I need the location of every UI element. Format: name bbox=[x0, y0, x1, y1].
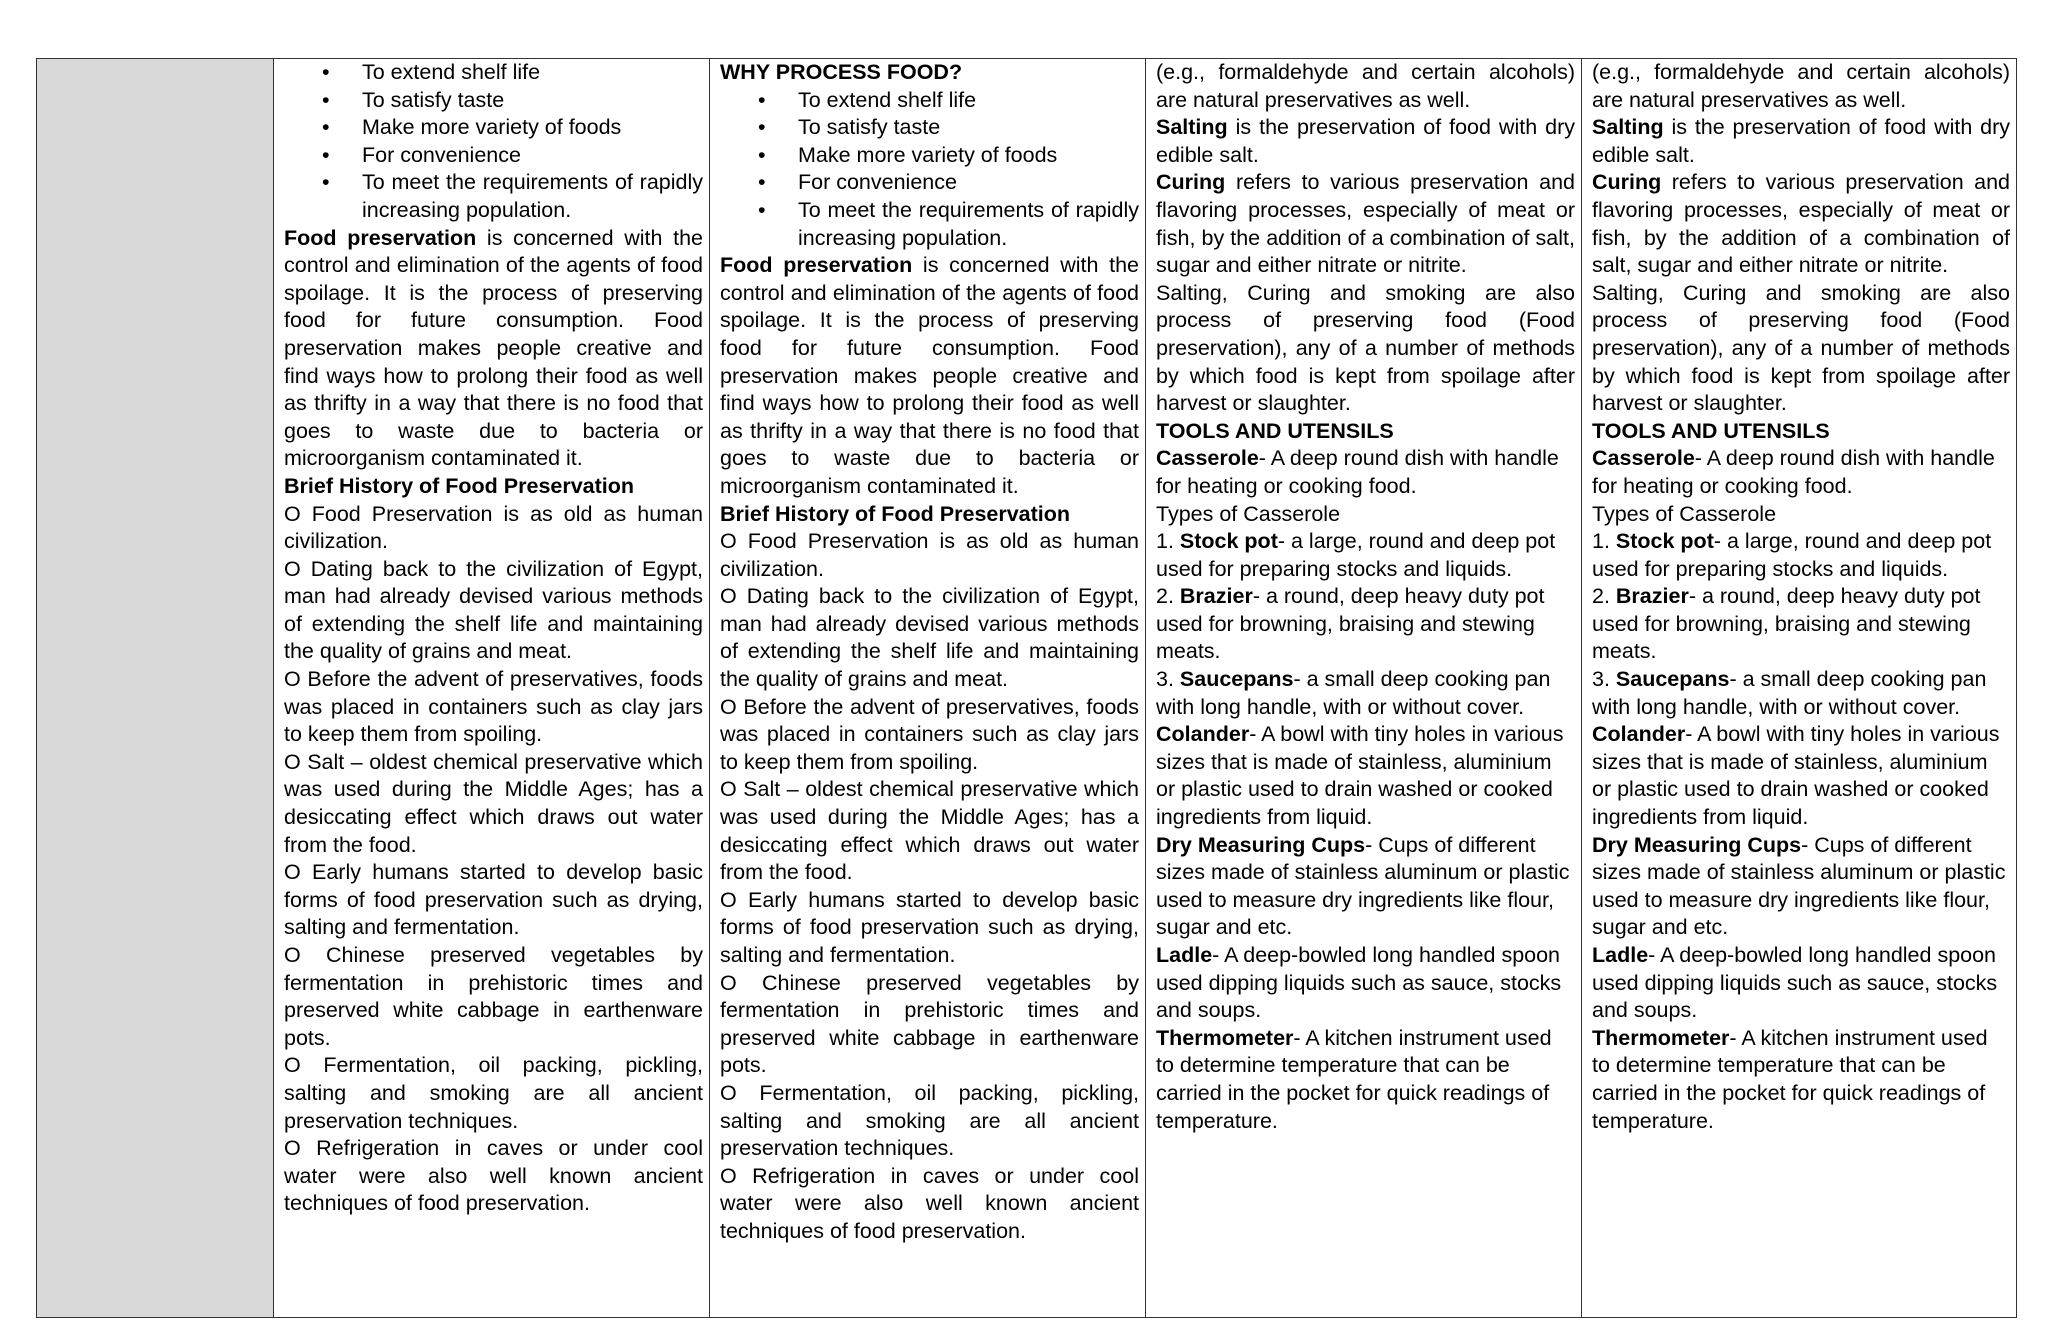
casserole-type bbox=[1156, 666, 1575, 721]
content-column-1 bbox=[274, 59, 710, 1318]
term: Saucepans bbox=[1179, 667, 1294, 692]
history-item: O Fermentation, oil packing, pickling, salting and smoking are all ancient preservation techniques. bbox=[720, 1080, 1139, 1161]
history-item: O Salt – oldest chemical preservative which was used during the Middle Ages; has a desiccating effect which draws out water from the food. bbox=[284, 749, 703, 857]
history-item: O Early humans started to develop basic forms of food preservation such as drying, salting and fermentation. bbox=[720, 887, 1139, 967]
history-item: O Chinese preserved vegetables by fermentation in prehistoric times and preserved white cabbage in earthenware pots. bbox=[720, 970, 1139, 1078]
definition: is concerned with the control and elimination of the agents of food spoilage. It is the process of preserving food for future consumption. Food preservation makes people creative and find ways how to prolong their food as well as thrifty in a way that there is no food that goes to waste due to bacteria or microorganism contaminated it. bbox=[284, 225, 703, 471]
definition: is the preservation of food with dry edible salt. bbox=[1156, 115, 1575, 167]
term: Dry Measuring Cups bbox=[1592, 832, 1802, 857]
history-item: O Salt – oldest chemical preservative which was used during the Middle Ages; has a desiccating effect which draws out water from the food. bbox=[720, 777, 1139, 885]
definition: - A bowl with tiny holes in various sizes that is made of stainless, aluminium or plastic used to drain washed or cooked ingredients from liquid. bbox=[1592, 722, 2000, 830]
section-heading: TOOLS AND UTENSILS bbox=[1592, 418, 1830, 443]
purpose-list bbox=[284, 59, 703, 225]
definition: - A deep-bowled long handled spoon used dipping liquids such as sauce, stocks and soups. bbox=[1592, 943, 1998, 1023]
history-item: O Dating back to the civilization of Egypt, man had already devised various methods of extending the shelf life and maintaining the quality of grains and meat. bbox=[284, 556, 703, 664]
definition: - A kitchen instrument used to determine temperature that can be carried in the pocket for quick readings of temperature. bbox=[1156, 1025, 1552, 1133]
list-item: • For convenience bbox=[720, 169, 1139, 197]
content-column-3 bbox=[1146, 59, 1582, 1318]
definition: refers to various preservation and flavoring processes, especially of meat or fish, by the addition of a combination of salt, sugar and either nitrate or nitrite. bbox=[1592, 170, 2010, 278]
ladle-paragraph bbox=[1156, 942, 1575, 1025]
term: Brazier bbox=[1179, 584, 1253, 609]
section-heading: Brief History of Food Preservation bbox=[284, 473, 635, 498]
content-column-4 bbox=[1582, 59, 2017, 1318]
term: Stock pot bbox=[1179, 529, 1278, 554]
definition: - a large, round and deep pot used for preparing stocks and liquids. bbox=[1592, 529, 1992, 581]
term: Food preservation bbox=[284, 225, 477, 250]
definition: - a round, deep heavy duty pot used for browning, braising and stewing meats. bbox=[1592, 584, 1981, 664]
term: Ladle bbox=[1156, 943, 1213, 967]
term: Food preservation bbox=[720, 253, 913, 278]
types-label: Types of Casserole bbox=[1156, 501, 1341, 526]
type-number: 3. bbox=[1592, 667, 1616, 692]
casserole-type bbox=[1156, 583, 1575, 666]
casserole-type bbox=[1592, 583, 2010, 666]
definition: is the preservation of food with dry edible salt. bbox=[1592, 115, 2010, 167]
term: Colander bbox=[1156, 722, 1250, 747]
type-number: 2. bbox=[1156, 584, 1180, 609]
casserole-paragraph bbox=[1156, 445, 1575, 500]
list-item: • To extend shelf life bbox=[720, 87, 1139, 115]
definition: - A kitchen instrument used to determine temperature that can be carried in the pocket for quick readings of temperature. bbox=[1592, 1025, 1988, 1133]
casserole-type bbox=[1592, 666, 2010, 721]
history-item: O Food Preservation is as old as human civilization. bbox=[720, 529, 1139, 581]
term: Curing bbox=[1592, 170, 1662, 195]
history-item: O Refrigeration in caves or under cool water were also well known ancient techniques of food preservation. bbox=[720, 1163, 1139, 1243]
type-number: 3. bbox=[1156, 667, 1180, 692]
definition: refers to various preservation and flavoring processes, especially of meat or fish, by the addition of a combination of salt, sugar and either nitrate or nitrite. bbox=[1156, 170, 1575, 278]
casserole-paragraph bbox=[1592, 445, 2010, 500]
definition: - A deep round dish with handle for heating or cooking food. bbox=[1592, 446, 1995, 498]
history-item: O Refrigeration in caves or under cool water were also well known ancient techniques of food preservation. bbox=[284, 1136, 703, 1216]
term: Thermometer bbox=[1156, 1025, 1294, 1050]
intro-text: (e.g., formaldehyde and certain alcohols) are natural preservatives as well. bbox=[1592, 60, 2010, 112]
term: Casserole bbox=[1156, 446, 1259, 471]
term: Brazier bbox=[1615, 584, 1689, 609]
smoking-paragraph: Salting, Curing and smoking are also process of preserving food (Food preservation), any of a number of methods by which food is kept from spoilage after harvest or slaughter. bbox=[1592, 280, 2010, 416]
history-item: O Food Preservation is as old as human civilization. bbox=[284, 501, 703, 554]
food-preservation-paragraph bbox=[720, 252, 1139, 500]
section-title: WHY PROCESS FOOD? bbox=[720, 60, 963, 84]
history-item: O Chinese preserved vegetables by fermentation in prehistoric times and preserved white cabbage in earthenware pots. bbox=[284, 943, 703, 1050]
shaded-label-cell bbox=[37, 59, 274, 1318]
definition: - A bowl with tiny holes in various sizes that is made of stainless, aluminium or plastic used to drain washed or cooked ingredients from liquid. bbox=[1156, 722, 1564, 830]
thermometer-paragraph bbox=[1592, 1025, 2010, 1135]
colander-paragraph bbox=[1592, 721, 2010, 831]
smoking-paragraph: Salting, Curing and smoking are also process of preserving food (Food preservation), any of a number of methods by which food is kept from spoilage after harvest or slaughter. bbox=[1156, 280, 1575, 416]
section-heading: TOOLS AND UTENSILS bbox=[1156, 418, 1394, 443]
term: Salting bbox=[1592, 115, 1664, 140]
curing-paragraph bbox=[1592, 169, 2010, 279]
content-column-2 bbox=[710, 59, 1146, 1318]
history-item: O Before the advent of preservatives, foods was placed in containers such as clay jars to keep them from spoiling. bbox=[284, 667, 703, 747]
term: Dry Measuring Cups bbox=[1156, 832, 1366, 857]
history-item: O Fermentation, oil packing, pickling, salting and smoking are all ancient preservation techniques. bbox=[284, 1053, 703, 1133]
term: Saucepans bbox=[1615, 667, 1730, 692]
history-item: O Early humans started to develop basic forms of food preservation such as drying, salting and fermentation. bbox=[284, 860, 703, 940]
list-item: • To satisfy taste bbox=[720, 114, 1139, 142]
definition: - a large, round and deep pot used for preparing stocks and liquids. bbox=[1156, 529, 1556, 581]
type-number: 1. bbox=[1156, 529, 1180, 554]
measuring-cups-paragraph bbox=[1592, 832, 2010, 942]
definition: - Cups of different sizes made of stainless aluminum or plastic used to measure dry ingredients like flour, sugar and etc. bbox=[1156, 832, 1570, 940]
food-preservation-paragraph bbox=[284, 225, 703, 473]
term: Thermometer bbox=[1592, 1025, 1730, 1050]
term: Ladle bbox=[1592, 943, 1649, 967]
purpose-list bbox=[720, 87, 1139, 253]
types-label: Types of Casserole bbox=[1592, 501, 1777, 526]
definition: - A deep round dish with handle for heating or cooking food. bbox=[1156, 446, 1559, 498]
definition: - a small deep cooking pan with long handle, with or without cover. bbox=[1156, 667, 1551, 719]
definition: - A deep-bowled long handled spoon used dipping liquids such as sauce, stocks and soups. bbox=[1156, 943, 1562, 1023]
salting-paragraph bbox=[1156, 114, 1575, 169]
definition: - a small deep cooking pan with long handle, with or without cover. bbox=[1592, 667, 1987, 719]
colander-paragraph bbox=[1156, 721, 1575, 831]
definition: - Cups of different sizes made of stainless aluminum or plastic used to measure dry ingredients like flour, sugar and etc. bbox=[1592, 832, 2006, 940]
ladle-paragraph bbox=[1592, 942, 2010, 1025]
list-item: • To meet the requirements of rapidly increasing population. bbox=[284, 169, 703, 224]
list-item: • Make more variety of foods bbox=[284, 114, 703, 142]
list-item: • For convenience bbox=[284, 142, 703, 170]
measuring-cups-paragraph bbox=[1156, 832, 1575, 942]
lesson-table bbox=[36, 58, 2017, 1318]
definition: - a round, deep heavy duty pot used for browning, braising and stewing meats. bbox=[1156, 584, 1545, 664]
thermometer-paragraph bbox=[1156, 1025, 1575, 1135]
section-heading: Brief History of Food Preservation bbox=[720, 501, 1071, 526]
term: Stock pot bbox=[1615, 529, 1714, 554]
history-item: O Before the advent of preservatives, foods was placed in containers such as clay jars to keep them from spoiling. bbox=[720, 694, 1139, 774]
list-item: • To meet the requirements of rapidly increasing population. bbox=[720, 197, 1139, 252]
type-number: 1. bbox=[1592, 529, 1616, 554]
history-item: O Dating back to the civilization of Egypt, man had already devised various methods of extending the shelf life and maintaining the quality of grains and meat. bbox=[720, 584, 1139, 692]
type-number: 2. bbox=[1592, 584, 1616, 609]
definition: is concerned with the control and elimination of the agents of food spoilage. It is the process of preserving food for future consumption. Food preservation makes people creative and find ways how to prolong their food as well as thrifty in a way that there is no food that goes to waste due to bacteria or microorganism contaminated it. bbox=[720, 253, 1139, 498]
term: Salting bbox=[1156, 115, 1228, 140]
casserole-type bbox=[1592, 528, 2010, 583]
salting-paragraph bbox=[1592, 114, 2010, 169]
term: Curing bbox=[1156, 170, 1226, 195]
list-item: • To satisfy taste bbox=[284, 87, 703, 115]
list-item: • Make more variety of foods bbox=[720, 142, 1139, 170]
table-row bbox=[37, 59, 2017, 1318]
casserole-type bbox=[1156, 528, 1575, 583]
term: Colander bbox=[1592, 722, 1686, 747]
curing-paragraph bbox=[1156, 169, 1575, 279]
intro-text: (e.g., formaldehyde and certain alcohols) are natural preservatives as well. bbox=[1156, 60, 1575, 112]
term: Casserole bbox=[1592, 446, 1695, 471]
list-item: • To extend shelf life bbox=[284, 59, 703, 87]
